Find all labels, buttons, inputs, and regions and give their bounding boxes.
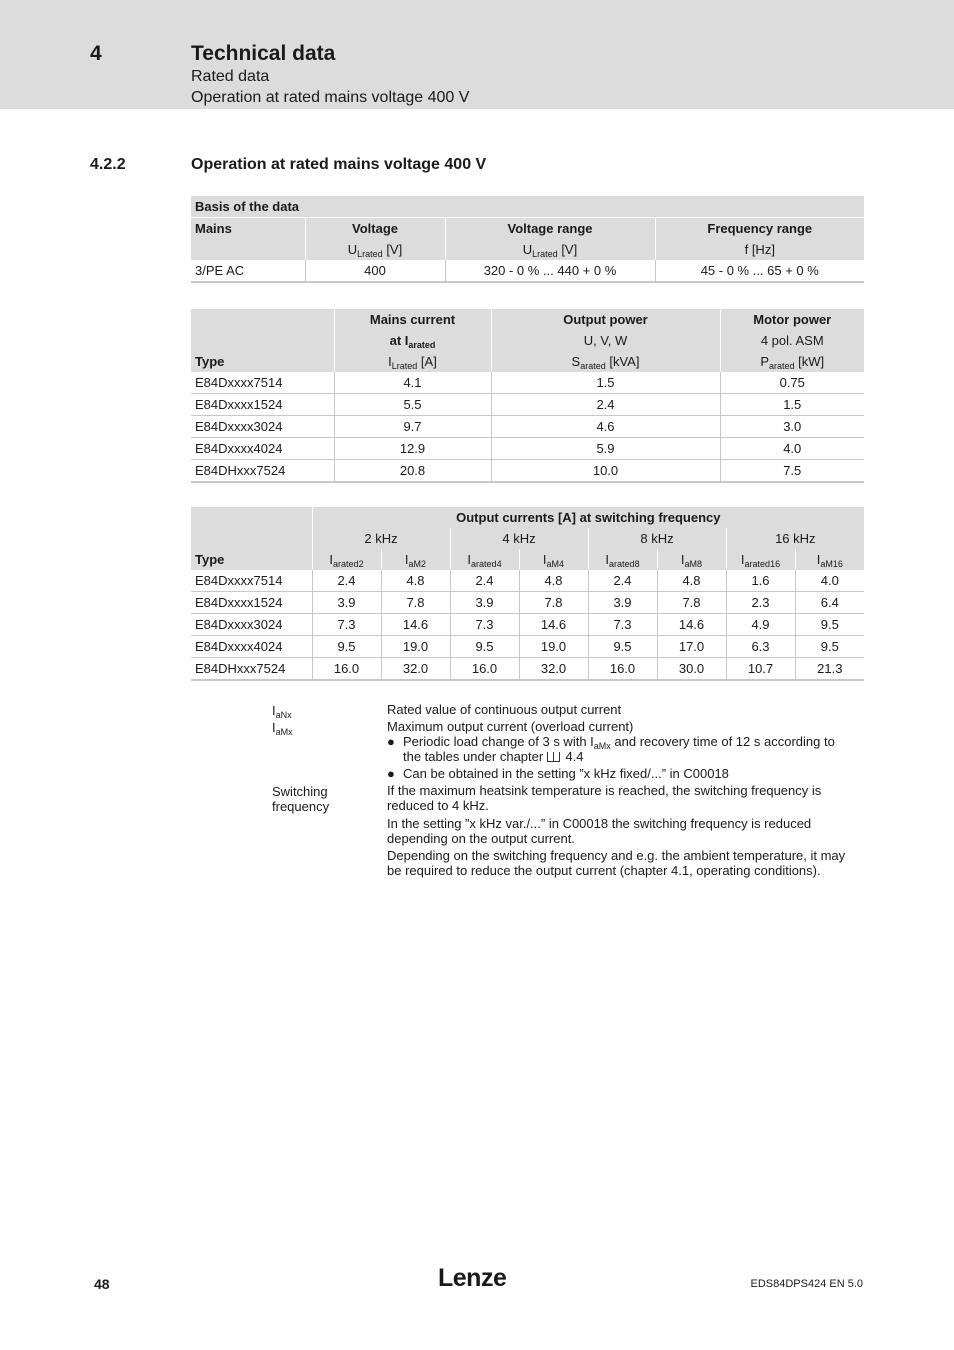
rated-power-table — [191, 309, 864, 483]
table3-cell: 16.0 — [588, 658, 657, 681]
table1-unit-voltage: $U_{Lrated}$ [V] — [305, 239, 445, 260]
table1-cell-voltage: 400 — [305, 260, 445, 282]
legend-text-switching-2: In the setting ”x kHz var./...” in C00018 the switching frequency is reduced depending on the output current. — [387, 816, 812, 846]
table-row — [191, 394, 864, 416]
table2-cell: 5.5 — [334, 394, 491, 416]
table2-cell: 1.5 — [720, 394, 864, 416]
table3-cell: 4.9 — [726, 614, 795, 636]
table-row — [191, 260, 864, 282]
table3-cell: 3.9 — [588, 592, 657, 614]
table3-cell: 7.8 — [381, 592, 450, 614]
legend-symbol-iamx: $I_{aMx}$ — [272, 720, 293, 737]
table3-cell: 32.0 — [381, 658, 450, 681]
legend-text-switching-1: If the maximum heatsink temperature is reached, the switching frequency is reduced to 4 kHz. — [387, 783, 822, 813]
table-row — [191, 570, 864, 592]
table3-cell: 17.0 — [657, 636, 726, 658]
table3-cell: 9.5 — [450, 636, 519, 658]
lenze-logo: Lenze — [438, 1264, 507, 1292]
table1-header-voltage-range: Voltage range — [445, 218, 655, 240]
table3-cell: 14.6 — [519, 614, 588, 636]
table3-subheader: $I_{arated2}$ — [312, 549, 381, 570]
chapter-subtitle-operation: Operation at rated mains voltage 400 V — [191, 89, 470, 106]
table2-cell: 2.4 — [491, 394, 720, 416]
table2-cell: 5.9 — [491, 438, 720, 460]
table2-cell: E84Dxxxx1524 — [191, 394, 334, 416]
table3-cell: 9.5 — [588, 636, 657, 658]
table3-subheader: $I_{arated16}$ — [726, 549, 795, 570]
table-row — [191, 438, 864, 460]
table1-header-mains: Mains — [191, 218, 305, 240]
table3-subheader: $I_{aM4}$ — [519, 549, 588, 570]
table3-cell: E84Dxxxx7514 — [191, 570, 312, 592]
table2-subheader-uvw: U, V, W — [491, 330, 720, 351]
table3-cell: 7.3 — [312, 614, 381, 636]
table2-header-type: Type — [191, 351, 334, 372]
table3-subheader: $I_{arated4}$ — [450, 549, 519, 570]
table2-cell: 4.6 — [491, 416, 720, 438]
bullet-icon: ● — [387, 734, 395, 749]
table3-cell: E84Dxxxx1524 — [191, 592, 312, 614]
table2-header-mains-current: Mains current — [334, 309, 491, 330]
table3-cell: 6.4 — [795, 592, 864, 614]
table2-cell: 10.0 — [491, 460, 720, 483]
table2-cell: E84Dxxxx3024 — [191, 416, 334, 438]
table3-cell: 4.8 — [519, 570, 588, 592]
table3-cell: 21.3 — [795, 658, 864, 681]
chapter-subtitle-rated-data: Rated data — [191, 68, 270, 85]
table2-cell: 4.0 — [720, 438, 864, 460]
table1-header-voltage: Voltage — [305, 218, 445, 240]
table2-header-motor-power: Motor power — [720, 309, 864, 330]
table3-header-type: Type — [191, 549, 312, 570]
book-icon — [547, 752, 560, 762]
table3-cell: 2.4 — [588, 570, 657, 592]
output-currents-table — [191, 507, 864, 681]
table3-cell: 3.9 — [312, 592, 381, 614]
table3-cell: 2.4 — [312, 570, 381, 592]
table3-cell: E84Dxxxx3024 — [191, 614, 312, 636]
table1-caption: Basis of the data — [191, 196, 864, 218]
legend-label-switching-frequency: Switching frequency — [272, 784, 330, 814]
bullet-text-periodic-load: Periodic load change of 3 s with $I_{aMx}$ and recovery time of 12 s according to the tables under chapter 4.4 — [403, 734, 835, 764]
legend-text-switching-3: Depending on the switching frequency and e.g. the ambient temperature, it may be required to reduce the output current (chapter 4.1, operating conditions). — [387, 848, 846, 878]
bullet-text-setting: Can be obtained in the setting ”x kHz fixed/...” in C00018 — [403, 766, 729, 781]
chapter-title: Technical data — [191, 42, 336, 65]
chapter-number: 4 — [90, 42, 102, 65]
table3-cell: 14.6 — [381, 614, 450, 636]
table3-cell: 2.3 — [726, 592, 795, 614]
table2-cell: 9.7 — [334, 416, 491, 438]
table2-cell: E84Dxxxx4024 — [191, 438, 334, 460]
table3-cell: 2.4 — [450, 570, 519, 592]
table3-cell: 9.5 — [795, 636, 864, 658]
table-row — [191, 372, 864, 394]
table-row — [191, 416, 864, 438]
table3-title: Output currents [A] at switching frequency — [312, 507, 864, 528]
table2-cell: E84Dxxxx7514 — [191, 372, 334, 394]
table1-header-frequency-range: Frequency range — [655, 218, 864, 240]
table3-cell: 9.5 — [795, 614, 864, 636]
table1-cell-mains: 3/PE AC — [191, 260, 305, 282]
table3-cell: 1.6 — [726, 570, 795, 592]
table3-cell: 19.0 — [381, 636, 450, 658]
table3-subheader: $I_{aM16}$ — [795, 549, 864, 570]
table2-cell: 20.8 — [334, 460, 491, 483]
chapter-ref-link[interactable]: 4.4 — [565, 748, 584, 764]
table2-cell: 4.1 — [334, 372, 491, 394]
table3-cell: 7.3 — [588, 614, 657, 636]
table2-unit-power: $S_{arated}$ [kVA] — [491, 351, 720, 372]
table3-freq-4khz: 4 kHz — [450, 528, 588, 549]
table3-freq-8khz: 8 kHz — [588, 528, 726, 549]
table3-cell: 3.9 — [450, 592, 519, 614]
section-number: 4.2.2 — [90, 156, 126, 173]
table-row — [191, 658, 864, 681]
table3-cell: 7.8 — [519, 592, 588, 614]
table1-cell-frequency-range: 45 - 0 % ... 65 + 0 % — [655, 260, 864, 282]
table2-cell: 7.5 — [720, 460, 864, 483]
table3-subheader: $I_{aM8}$ — [657, 549, 726, 570]
table2-header-output-power: Output power — [491, 309, 720, 330]
table2-unit-motor: $P_{arated}$ [kW] — [720, 351, 864, 372]
table2-unit-current: $I_{Lrated}$ [A] — [334, 351, 491, 372]
table3-cell: 16.0 — [312, 658, 381, 681]
table3-subheader: $I_{arated8}$ — [588, 549, 657, 570]
table3-cell: 7.3 — [450, 614, 519, 636]
table2-cell: 12.9 — [334, 438, 491, 460]
table3-cell: 10.7 — [726, 658, 795, 681]
table3-cell: 4.8 — [381, 570, 450, 592]
table-row — [191, 614, 864, 636]
table3-cell: 4.0 — [795, 570, 864, 592]
table3-cell: E84DHxxx7524 — [191, 658, 312, 681]
table3-cell: 9.5 — [312, 636, 381, 658]
table-row — [191, 636, 864, 658]
page-number: 48 — [94, 1276, 110, 1292]
table2-subheader-at-irated: at $I_{arated}$ — [334, 330, 491, 351]
table2-cell: E84DHxxx7524 — [191, 460, 334, 483]
table2-subheader-asm: 4 pol. ASM — [720, 330, 864, 351]
table2-cell: 3.0 — [720, 416, 864, 438]
table3-cell: E84Dxxxx4024 — [191, 636, 312, 658]
table3-freq-16khz: 16 kHz — [726, 528, 864, 549]
legend-text-iamx: Maximum output current (overload current) — [387, 719, 634, 734]
bullet-icon: ● — [387, 766, 395, 781]
table3-cell: 6.3 — [726, 636, 795, 658]
table1-cell-voltage-range: 320 - 0 % ... 440 + 0 % — [445, 260, 655, 282]
table2-cell: 0.75 — [720, 372, 864, 394]
table-row — [191, 460, 864, 483]
table3-cell: 4.8 — [657, 570, 726, 592]
table3-cell: 14.6 — [657, 614, 726, 636]
table3-freq-2khz: 2 kHz — [312, 528, 450, 549]
legend-text-ianx: Rated value of continuous output current — [387, 702, 622, 717]
table3-cell: 19.0 — [519, 636, 588, 658]
table3-cell: 30.0 — [657, 658, 726, 681]
table3-cell: 32.0 — [519, 658, 588, 681]
table3-cell: 16.0 — [450, 658, 519, 681]
basis-of-data-table — [191, 196, 864, 283]
header-band — [0, 0, 954, 109]
table1-unit-frequency: f [Hz] — [655, 239, 864, 260]
table3-subheader: $I_{aM2}$ — [381, 549, 450, 570]
section-title: Operation at rated mains voltage 400 V — [191, 156, 487, 173]
document-id: EDS84DPS424 EN 5.0 — [750, 1278, 863, 1290]
table1-unit-voltage-range: $U_{Lrated}$ [V] — [445, 239, 655, 260]
table2-cell: 1.5 — [491, 372, 720, 394]
table3-cell: 7.8 — [657, 592, 726, 614]
legend-symbol-ianx: $I_{aNx}$ — [272, 703, 292, 720]
table-row — [191, 592, 864, 614]
